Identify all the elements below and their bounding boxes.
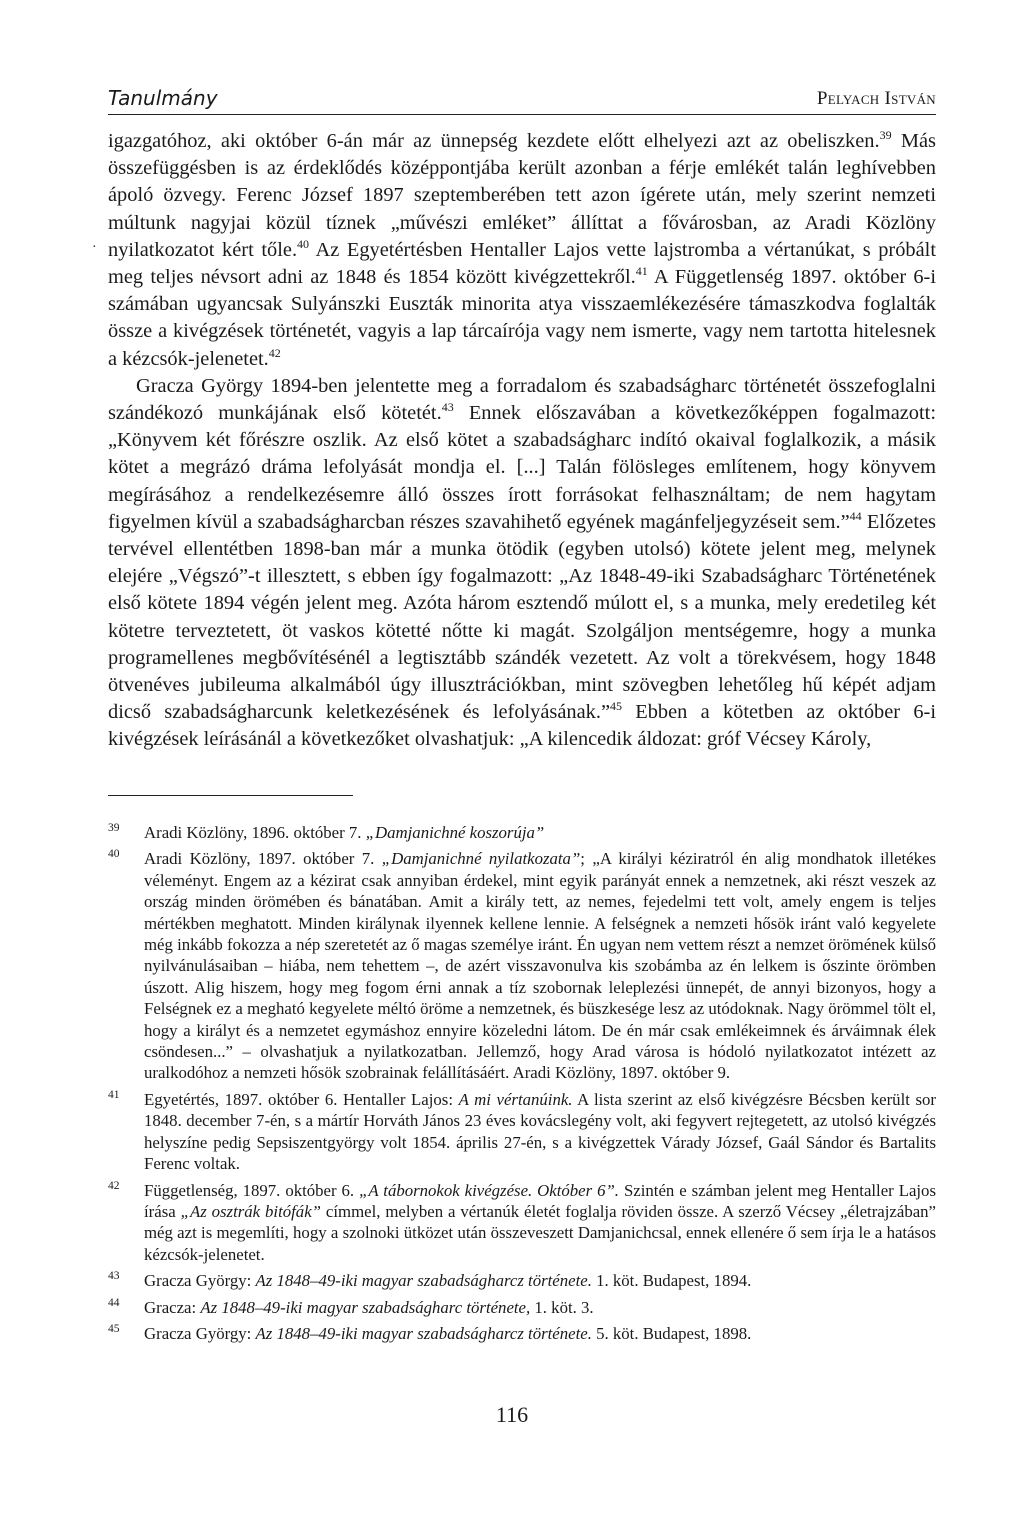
italic-title: Az 1848–49-iki magyar szabadságharc története, bbox=[200, 1297, 531, 1317]
text-run: Aradi Közlöny, 1897. október 7. bbox=[144, 849, 382, 869]
footnote-ref[interactable]: 45 bbox=[610, 699, 623, 714]
text-run: címmel, melyben a vértanúk életét foglalja röviden össze. A szerző Vécsey „életrajzában” még azt is megemlíti, hogy a szolnoki ütközet után összeveszett Damjanichcsal, ennek ellenére ő sem írja le a hatásos kézcsók-jelenetet. bbox=[144, 1201, 936, 1264]
footnote-ref[interactable]: 44 bbox=[849, 508, 862, 523]
footnote-40 bbox=[108, 848, 936, 1083]
text-run: Gracza György: bbox=[144, 1271, 256, 1291]
footnote-45 bbox=[108, 1323, 936, 1344]
footnote-number: 42 bbox=[108, 1179, 120, 1192]
page-number: 116 bbox=[495, 1402, 529, 1427]
footnote-44 bbox=[108, 1297, 936, 1318]
paragraph-2 bbox=[108, 373, 936, 754]
text-run: Gracza György: bbox=[144, 1323, 256, 1343]
footnotes bbox=[108, 822, 936, 1349]
footnote-separator bbox=[108, 795, 353, 796]
footnote-41 bbox=[108, 1089, 936, 1175]
footnote-number: 40 bbox=[108, 848, 120, 861]
text-run: 5. köt. Budapest, 1898. bbox=[591, 1323, 752, 1343]
text-run: Gracza: bbox=[144, 1297, 201, 1317]
text-run: Az Egyetértésben Hentaller Lajos vette lajstromba a vértanúkat, s próbált meg teljes névsort adni az 1848 és 1854 között kivégzettekről. bbox=[108, 238, 936, 289]
footnote-number: 39 bbox=[108, 822, 120, 834]
text-run: 1. köt. Budapest, 1894. bbox=[591, 1271, 752, 1291]
italic-title: Az 1848–49-iki magyar szabadságharcz története. bbox=[255, 1323, 592, 1343]
footnote-ref[interactable]: 40 bbox=[297, 236, 310, 251]
text-run: 1. köt. 3. bbox=[530, 1297, 594, 1317]
footnote-ref[interactable]: 41 bbox=[635, 264, 648, 279]
text-run: Egyetértés, 1897. október 6. Hentaller Lajos: bbox=[144, 1089, 459, 1109]
text-run: A lista szerint az első kivégzésre Bécsben került sor 1848. december 7-én, s a mártír Horváth János 23 éves kovácslegény volt, aki fegyvert rejtegetett, az utolsó kivégzés helyszíne pedig Sepsiszentgyörgy volt 1854. április 27-én, s a kivégzettek Várady József, Gaál Sándor és Bartalits Ferenc voltak. bbox=[144, 1089, 937, 1174]
footnote-number: 45 bbox=[108, 1322, 120, 1335]
paragraph-1 bbox=[108, 128, 936, 373]
main-text bbox=[108, 128, 936, 754]
footnote-42 bbox=[108, 1180, 936, 1266]
text-run: Ennek előszavában a következőképpen fogalmazott: „Könyvem két főrészre oszlik. Az első kötet a szabadságharc indító okaival foglalkozik, a másik kötet a megrázó dráma lefolyását mondja el. [...] Talán fölösleges említenem, hogy könyvem megírásához a rendelkezésemre álló összes írott forrásokat felhasználtam; de nem hagytam figyelmen kívül a szabadságharcban részes szavahihető egyének magánfeljegyzéseit sem.” bbox=[108, 402, 936, 533]
footnote-43 bbox=[108, 1270, 936, 1291]
italic-title: „Az osztrák bitófák” bbox=[180, 1201, 321, 1221]
text-run: Szintén e számban jelent meg Hentaller Lajos írása bbox=[144, 1180, 936, 1221]
journal-section-title: Tanulmány bbox=[108, 86, 218, 110]
text-run: Előzetes tervével ellentétben 1898-ban már a munka ötödik (egyben utolsó) kötete jelent meg, melynek elejére „Végszó”-t illesztett, s ebben így fogalmazott: „Az 1848-49-iki Szabadságharc Történetének első kötete 1894 végén jelent meg. Azóta három esztendő múlott el, s a munka, mely eredetileg két kötetre terveztetett, öt vaskos kötetté nőtte ki magát. Szolgáljon mentségemre, hogy a munka programellenes megbővítésénél a legtisztább szándék vezetett. Az volt a törekvésem, hogy 1848 ötvenéves jubileuma alkalmából úgy illusztrációkban, mint szövegben lehetőleg hű képét adjam dicső szabadságharcunk keletkezésének és lefolyásának.” bbox=[108, 510, 936, 724]
running-header bbox=[108, 82, 936, 115]
footnote-number: 41 bbox=[108, 1088, 120, 1101]
text-run: Függetlenség, 1897. október 6. bbox=[144, 1180, 360, 1200]
footnote-number: 43 bbox=[108, 1270, 120, 1283]
text-run: igazgatóhoz, aki október 6-án már az ünnepség kezdete előtt elhelyezi azt az obeliszken. bbox=[108, 130, 880, 152]
italic-title: „Damjanichné koszorúja” bbox=[365, 823, 545, 842]
author-name: Pelyach István bbox=[816, 88, 936, 109]
italic-title: Az 1848–49-iki magyar szabadságharcz története. bbox=[255, 1271, 592, 1291]
footnote-number: 44 bbox=[108, 1296, 120, 1309]
text-run: Gracza György 1894-ben jelentette meg a forradalom és szabadságharc történetét összefoglalni szándékozó munkájának első kötetét. bbox=[108, 374, 936, 425]
italic-title: „A tábornokok kivégzése. Október 6”. bbox=[359, 1180, 620, 1200]
text-run: Aradi Közlöny, 1896. október 7. bbox=[144, 823, 366, 842]
footnote-ref[interactable]: 39 bbox=[879, 128, 892, 142]
text-run: ; „A királyi kéziratról én alig mondhatok illetékes véleményt. Engem az a kézirat csak annyiban érdekel, mint egyik parányát ennek a nemzetnek, aki részt veszek az ország minden örömében és bánatában. Amit a király tett, az nemes, fejedelmi tett volt, amely engem is teljes mértékben meghatott. Minden királynak ilyennek kellene lennie. A felségnek a nemzeti hősök iránt való kegyelete még inkább fokozza a nép szeretetét az ő magas személye iránt. Én ugyan nem vettem részt a nemzet örömének külső nyilvánulásaiban – hiába, nem tehettem –, de azért visszavonulva kis szobámba az én lelkem is őszinte örömben úszott. Alig hiszem, hogy meg fogom érni annak a tíz szobornak leleplezési ünnepét, de annyi bizonyos, hogy a Felségnek ez a megható kegyelete méltó öröme a nemzetnek, és büszkesége lesz az utódoknak. Nagy örömmel tölt el, hogy a királyt és a nemzetet egymáshoz ennyire közeledni látom. De én már csak emlékeimnek és árváimnak élek csöndesen...” – olvashatjuk a nyilatkozatban. Jellemző, hogy Arad városa is hódoló nyilatkozatot intézett az uralkodóhoz a nemzeti hősök szobrainak felállításáért. Aradi Közlöny, 1897. október 9. bbox=[144, 849, 936, 1083]
italic-title: A mi vértanúink. bbox=[458, 1089, 573, 1109]
italic-title: „Damjanichné nyilatkozata” bbox=[381, 849, 581, 869]
text-run: Ebben a kötetben az október 6-i kivégzések leírásánál a következőket olvashatjuk: „A kilencedik áldozat: gróf Vécsey Károly, bbox=[108, 701, 936, 751]
footnote-39 bbox=[108, 822, 936, 843]
text-run: Más összefüggésben is az érdeklődés középpontjába került azonban a férje emlékét talán leghívebben ápoló özvegy. Ferenc József 1897 szeptemberében tett azon ígérete után, mely szerint nemzeti múltunk nagyjai közül tíznek „művészi emléket” állíttat a fővárosban, az Aradi Közlöny nyilatkozatot kért tőle. bbox=[108, 130, 936, 261]
text-run: A Függetlenség 1897. október 6-i számában ugyancsak Sulyánszki Euszták minorita atya visszaemlékezésére támaszkodva foglalták össze a kivégzések történetét, vagyis a lap tárcaírója vagy nem ismerte, vagy nem tartotta hitelesnek a kézcsók-jelenetet. bbox=[108, 266, 937, 370]
footnote-ref[interactable]: 42 bbox=[268, 345, 281, 360]
margin-dot: · bbox=[92, 240, 97, 255]
footnote-ref[interactable]: 43 bbox=[441, 400, 454, 415]
